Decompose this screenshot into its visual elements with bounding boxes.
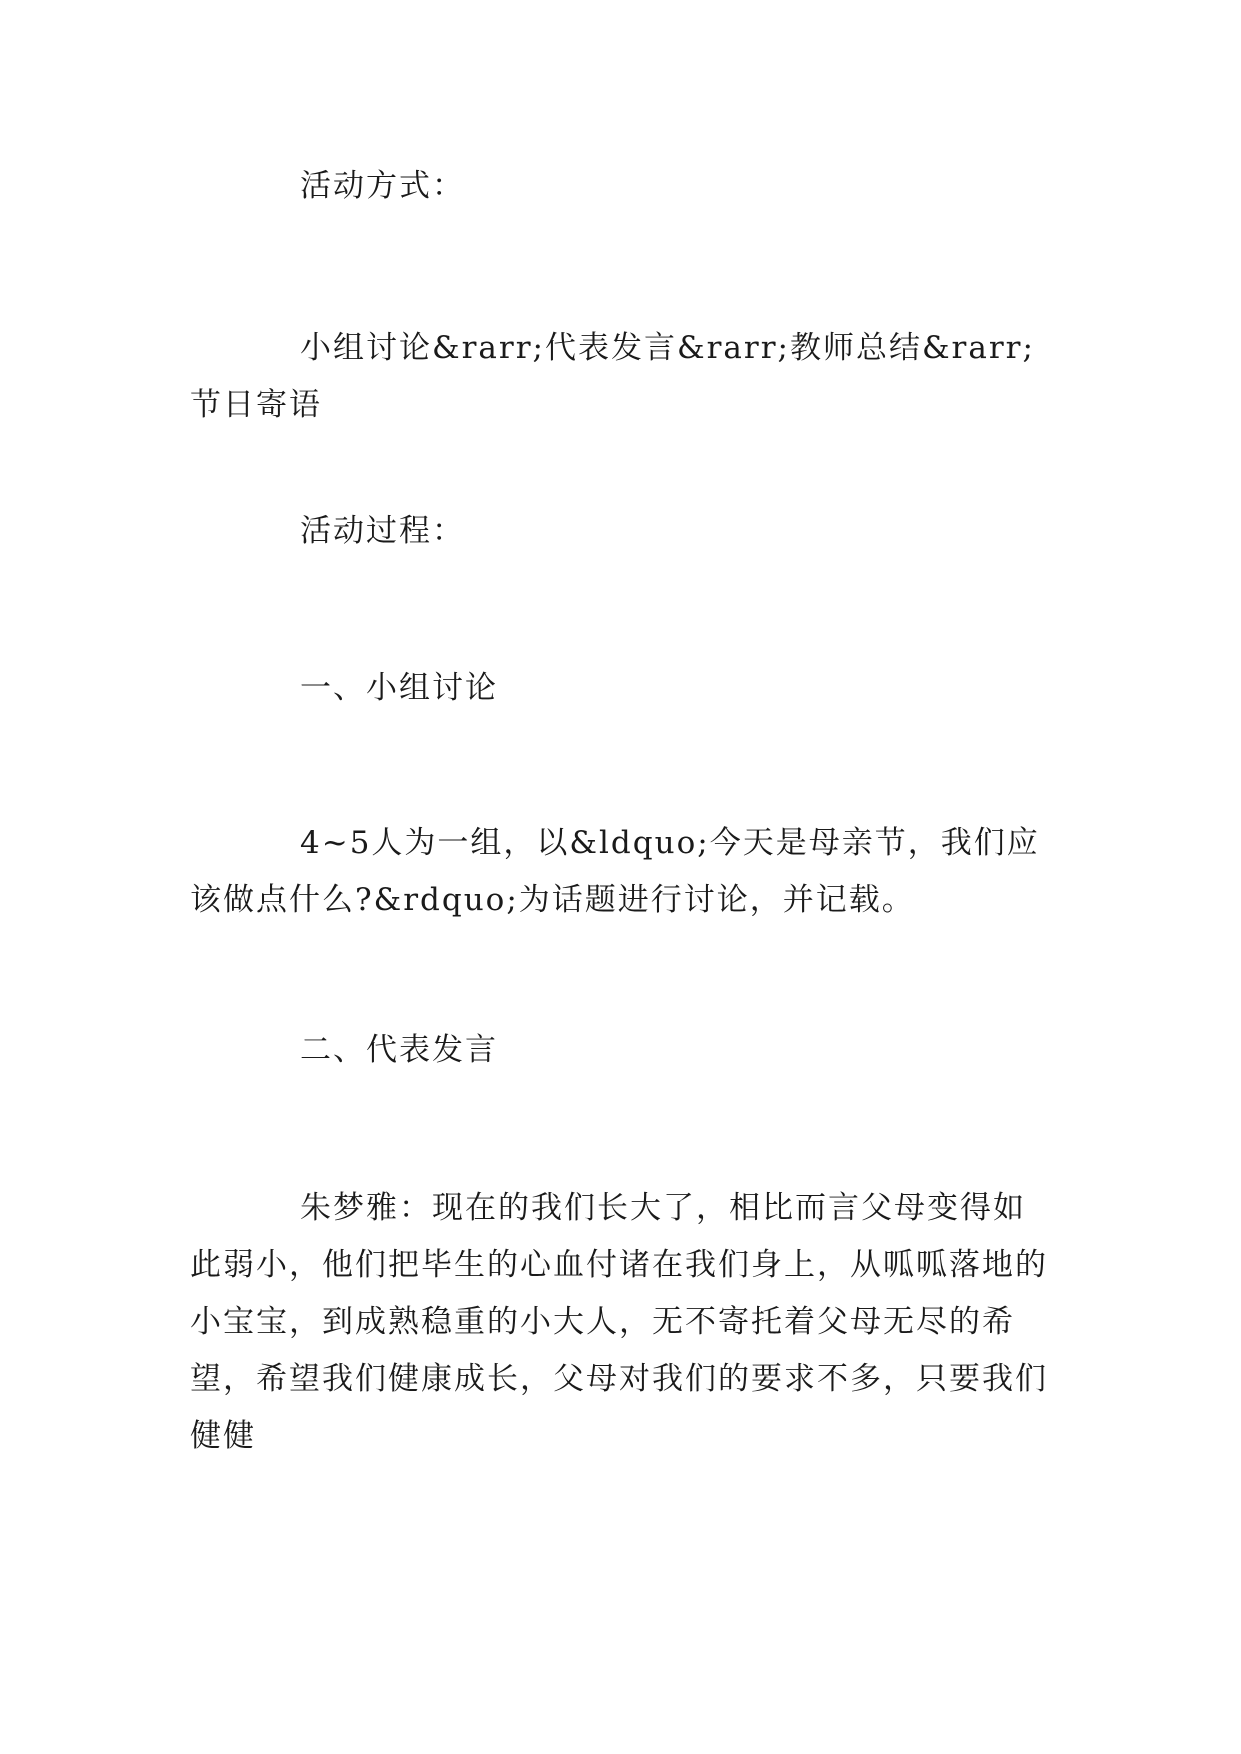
paragraph-activity-process: 活动过程： (300, 513, 465, 549)
section-heading-representative-speech: 二、代表发言 (300, 1032, 498, 1068)
paragraph-group-discussion: 4~5人为一组，以&ldquo;今天是母亲节，我们应该做点什么?&rdquo;为话题进行讨论，并记载。 (190, 825, 1040, 918)
paragraph-activity-steps: 小组讨论&rarr;代表发言&rarr;教师总结&rarr;节日寄语 (190, 330, 1035, 423)
paragraph-speech-zhu-mengya: 朱梦雅：现在的我们长大了，相比而言父母变得如此弱小，他们把毕生的心血付诸在我们身上，从呱呱落地的小宝宝，到成熟稳重的小大人，无不寄托着父母无尽的希望，希望我们健康成长，父母对我们的要求不多，只要我们健健 (190, 1190, 1048, 1454)
section-heading-group-discussion: 一、小组讨论 (300, 670, 498, 706)
paragraph-activity-method: 活动方式： (300, 168, 465, 204)
